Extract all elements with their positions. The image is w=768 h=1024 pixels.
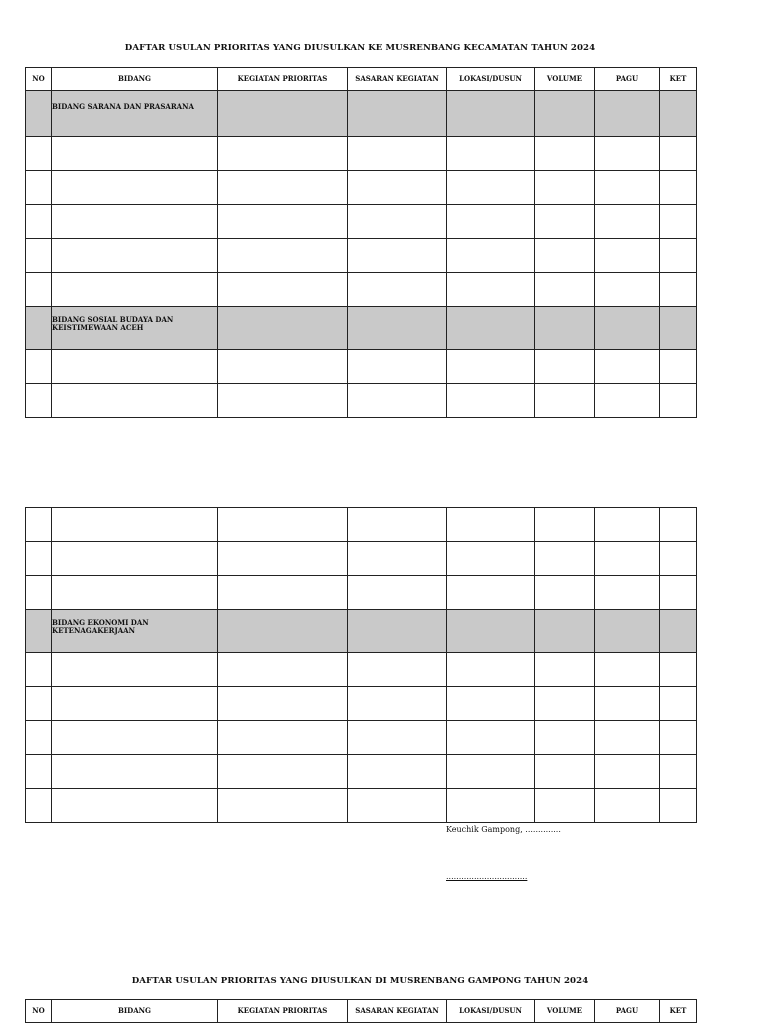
header-sasaran-kegiatan: SASARAN KEGIATAN bbox=[348, 68, 447, 91]
section-row-sarana-prasarana bbox=[26, 91, 697, 137]
table-row bbox=[26, 273, 697, 307]
table-row bbox=[26, 508, 697, 542]
header-volume: VOLUME bbox=[535, 68, 595, 91]
usulan-table-gampong bbox=[25, 999, 697, 1023]
header-sasaran-kegiatan: SASARAN KEGIATAN bbox=[348, 1000, 447, 1023]
signature-name-line: ................................ bbox=[446, 872, 528, 881]
section-label-ekonomi bbox=[52, 610, 218, 653]
header-lokasi-dusun: LOKASI/DUSUN bbox=[447, 1000, 535, 1023]
usulan-table-kecamatan-continued bbox=[25, 507, 697, 823]
header-bidang: BIDANG bbox=[52, 68, 218, 91]
usulan-table-kecamatan bbox=[25, 67, 697, 418]
header-pagu: PAGU bbox=[595, 1000, 660, 1023]
table-row bbox=[26, 653, 697, 687]
table-header-row bbox=[26, 1000, 697, 1023]
document-title-gampong: DAFTAR USULAN PRIORITAS YANG DIUSULKAN DI MUSRENBANG GAMPONG TAHUN 2024 bbox=[131, 976, 589, 986]
header-no: NO bbox=[26, 68, 52, 91]
section-row-sosial-budaya bbox=[26, 307, 697, 350]
table-row bbox=[26, 171, 697, 205]
table-row bbox=[26, 384, 697, 418]
section-label-sosial-budaya bbox=[52, 307, 218, 350]
table-row bbox=[26, 137, 697, 171]
section-label-sarana-prasarana: BIDANG SARANA DAN PRASARANA bbox=[52, 91, 218, 137]
table-row bbox=[26, 789, 697, 823]
header-bidang: BIDANG bbox=[52, 1000, 218, 1023]
section-label-line: BIDANG EKONOMI DAN bbox=[52, 618, 149, 627]
header-ket: KET bbox=[660, 1000, 697, 1023]
table-row bbox=[26, 239, 697, 273]
header-kegiatan-prioritas: KEGIATAN PRIORITAS bbox=[218, 1000, 348, 1023]
header-ket: KET bbox=[660, 68, 697, 91]
section-label-line: KETENAGAKERJAAN bbox=[52, 626, 136, 635]
document-title-kecamatan: DAFTAR USULAN PRIORITAS YANG DIUSULKAN KE MUSRENBANG KECAMATAN TAHUN 2024 bbox=[124, 43, 596, 53]
table-row bbox=[26, 542, 697, 576]
signature-place-date: Keuchik Gampong, .............. bbox=[446, 825, 561, 834]
section-row-ekonomi bbox=[26, 610, 697, 653]
table-row bbox=[26, 205, 697, 239]
header-kegiatan-prioritas: KEGIATAN PRIORITAS bbox=[218, 68, 348, 91]
header-no: NO bbox=[26, 1000, 52, 1023]
table-row bbox=[26, 755, 697, 789]
table-row bbox=[26, 350, 697, 384]
section-label-line: BIDANG SOSIAL BUDAYA DAN bbox=[52, 315, 174, 324]
section-label-line: KEISTIMEWAAN ACEH bbox=[52, 323, 144, 332]
table-row bbox=[26, 721, 697, 755]
header-volume: VOLUME bbox=[535, 1000, 595, 1023]
table-header-row bbox=[26, 68, 697, 91]
header-pagu: PAGU bbox=[595, 68, 660, 91]
table-row bbox=[26, 576, 697, 610]
header-lokasi-dusun: LOKASI/DUSUN bbox=[447, 68, 535, 91]
table-row bbox=[26, 687, 697, 721]
